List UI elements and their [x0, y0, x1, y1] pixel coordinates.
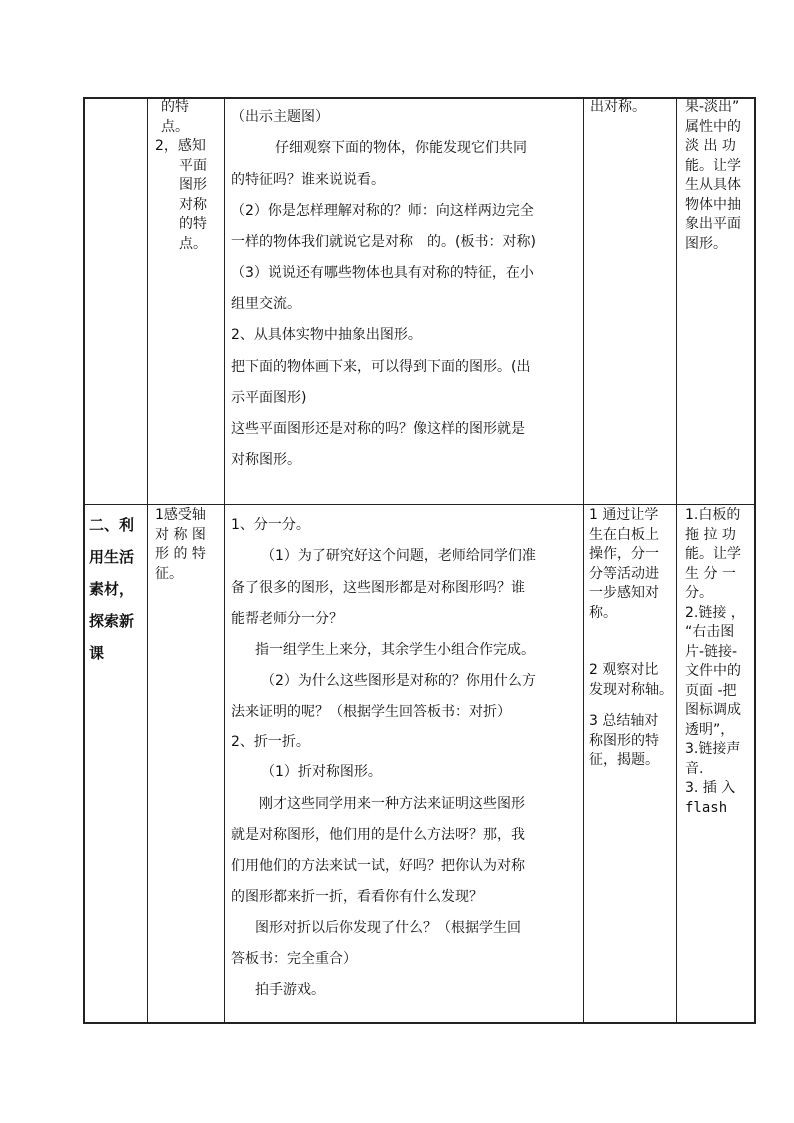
row2-tech-line: 图标调成 [685, 702, 741, 718]
row2-tech-line: 片-链接- [685, 643, 738, 660]
row2-intent-line: 操作，分一 [589, 546, 659, 562]
row2-process-line: （2）为什么这些图形是对称的？你用什么方 [261, 673, 536, 689]
row1-objective-line: 点。 [161, 118, 189, 135]
row1-process-line: 仔细观察下面的物体，你能发现它们共同 [275, 140, 527, 156]
row1-tech-line: 图形。 [685, 235, 727, 252]
row2-intent-line: 2 观察对比 [589, 662, 659, 678]
row1-intent-line: 出对称。 [590, 99, 646, 115]
row2-tech-line: 分。 [685, 585, 713, 601]
row2-tech-line: 1.白板的 [685, 507, 741, 523]
row2-tech-line: “右击图 [685, 624, 735, 640]
row2-intent-cell [589, 506, 675, 771]
row2-tech-line: 3. 插 入 [685, 780, 736, 796]
row1-objective-line: 平面 [179, 157, 207, 174]
row2-objective-line: 1感受轴 [155, 507, 206, 523]
row2-objective-line: 对 称 图 [155, 526, 206, 543]
row1-objective-line: 的特 [161, 99, 189, 115]
row2-intent-line: 称。 [589, 604, 617, 621]
stage-title-line: 二、利 [89, 516, 135, 534]
row-divider [83, 504, 756, 505]
row1-process-line: 2、从具体实物中抽象出图形。 [231, 327, 422, 343]
row2-intent-line: 生在白板上 [589, 526, 659, 543]
row2-process-line: 1、分一分。 [231, 517, 310, 533]
row2-tech-line: 拖 拉 功 [685, 526, 736, 543]
row2-process-line: 指一组学生上来分，其余学生小组合作完成。 [255, 642, 535, 658]
row1-process-line: （出示主题图） [231, 109, 329, 125]
row1-process-line: 的特征吗？谁来说说看。 [231, 172, 385, 188]
row1-process-cell [231, 103, 579, 475]
lesson-plan-table [83, 97, 756, 1024]
row2-process-line: 法来证明的呢？（根据学生回答板书：对折） [231, 704, 511, 720]
row1-process-line: 示平面图形) [231, 390, 307, 406]
row1-objective-line: 图形 [179, 177, 207, 193]
row1-process-line: （2）你是怎样理解对称的？师：向这样两边完全 [231, 203, 534, 219]
row2-objective-line: 征。 [155, 565, 183, 582]
stage-title-line: 课 [89, 644, 105, 662]
row2-intent-line: 一步感知对 [589, 585, 659, 601]
row2-tech-line: 生 分 一 [685, 565, 736, 582]
row2-tech-line: 2.链接 ， [685, 604, 745, 621]
row1-objective-line: 对称 [179, 196, 207, 213]
stage-title-line: 素材， [89, 580, 135, 598]
row1-tech-line: 果-淡出” [685, 99, 740, 115]
stage-title-line: 探索新 [89, 612, 135, 630]
row2-objective-cell [155, 506, 221, 584]
col-divider-4 [676, 97, 677, 1024]
row2-tech-line: flash [685, 799, 728, 816]
row2-intent-line: 征，揭题。 [589, 752, 659, 768]
row2-process-line: 2、折一折。 [231, 734, 310, 750]
row1-tech-line: 属性中的 [685, 118, 741, 135]
row1-process-line: 组里交流。 [231, 296, 301, 312]
row2-tech-line: 透明”， [685, 721, 735, 738]
row2-process-line: 就是对称图形，他们用的是什么方法呀？那，我 [231, 827, 525, 843]
row1-tech-line: 淡 出 功 [685, 138, 736, 154]
row1-process-line: （3）说说还有哪些物体也具有对称的特征，在小 [231, 265, 534, 281]
row2-intent-line: 发现对称轴。 [589, 681, 673, 698]
row2-process-line: 备了很多的图形，这些图形都是对称图形吗？谁 [231, 580, 525, 596]
row2-process-line: （1）折对称图形。 [261, 764, 382, 780]
row2-intent-line: 分等活动进 [589, 565, 659, 582]
row2-process-line: 拍手游戏。 [255, 982, 325, 998]
row2-process-line: 答板书：完全重合） [231, 951, 357, 967]
row2-process-line: 图形对折以后你发现了什么？（根据学生回 [255, 920, 521, 936]
row1-process-line: 一样的物体我们就说它是对称 的。(板书：对称) [231, 234, 536, 250]
row2-process-line: 能帮老师分一分？ [231, 611, 343, 627]
row1-intent-cell [590, 98, 674, 118]
row2-tech-line: 文件中的 [685, 663, 741, 679]
col-divider-2 [224, 97, 225, 1024]
row2-tech-line: 能。让学 [685, 546, 741, 562]
row1-tech-line: 能。让学 [685, 157, 741, 174]
row1-process-line: 把下面的物体画下来，可以得到下面的图形。(出 [231, 359, 531, 375]
row2-tech-line: 页面 -把 [685, 682, 737, 699]
row2-intent-line: 3 总结轴对 [589, 713, 659, 729]
row1-tech-line: 物体中抽 [685, 196, 741, 213]
row2-tech-line: 3.链接声 [685, 741, 741, 757]
row2-objective-line: 形 的 特 [155, 546, 206, 562]
col-divider-1 [147, 97, 148, 1024]
row1-objective-line: 2，感知 [155, 138, 206, 154]
row1-process-line: 这些平面图形还是对称的吗？像这样的图形就是 [231, 421, 525, 437]
row1-tech-line: 象出平面 [685, 216, 741, 232]
row2-tech-cell [685, 506, 755, 818]
row1-objective-line: 的特 [179, 216, 207, 232]
row2-process-line: 们用他们的方法来试一试，好吗？把你认为对称 [231, 858, 525, 874]
row2-stage-cell [89, 509, 145, 669]
row1-tech-line: 生从具体 [685, 177, 741, 193]
row2-intent-line: 称图形的特 [589, 732, 659, 749]
col-divider-3 [583, 97, 584, 1024]
row1-tech-cell [685, 98, 755, 254]
row2-process-line: 刚才这些同学用来一种方法来证明这些图形 [259, 796, 525, 812]
row2-tech-line: 音. [685, 760, 704, 777]
row2-process-line: 的图形都来折一折，看看你有什么发现？ [231, 889, 483, 905]
row1-objective-line: 点。 [179, 235, 207, 252]
row2-intent-line: 1 通过让学 [589, 507, 659, 523]
row2-process-cell [231, 510, 579, 1006]
stage-title-line: 用生活 [89, 548, 135, 566]
row1-objective-cell [155, 98, 221, 254]
row1-process-line: 对称图形。 [231, 452, 301, 468]
row2-process-line: （1）为了研究好这个问题，老师给同学们准 [261, 548, 536, 564]
